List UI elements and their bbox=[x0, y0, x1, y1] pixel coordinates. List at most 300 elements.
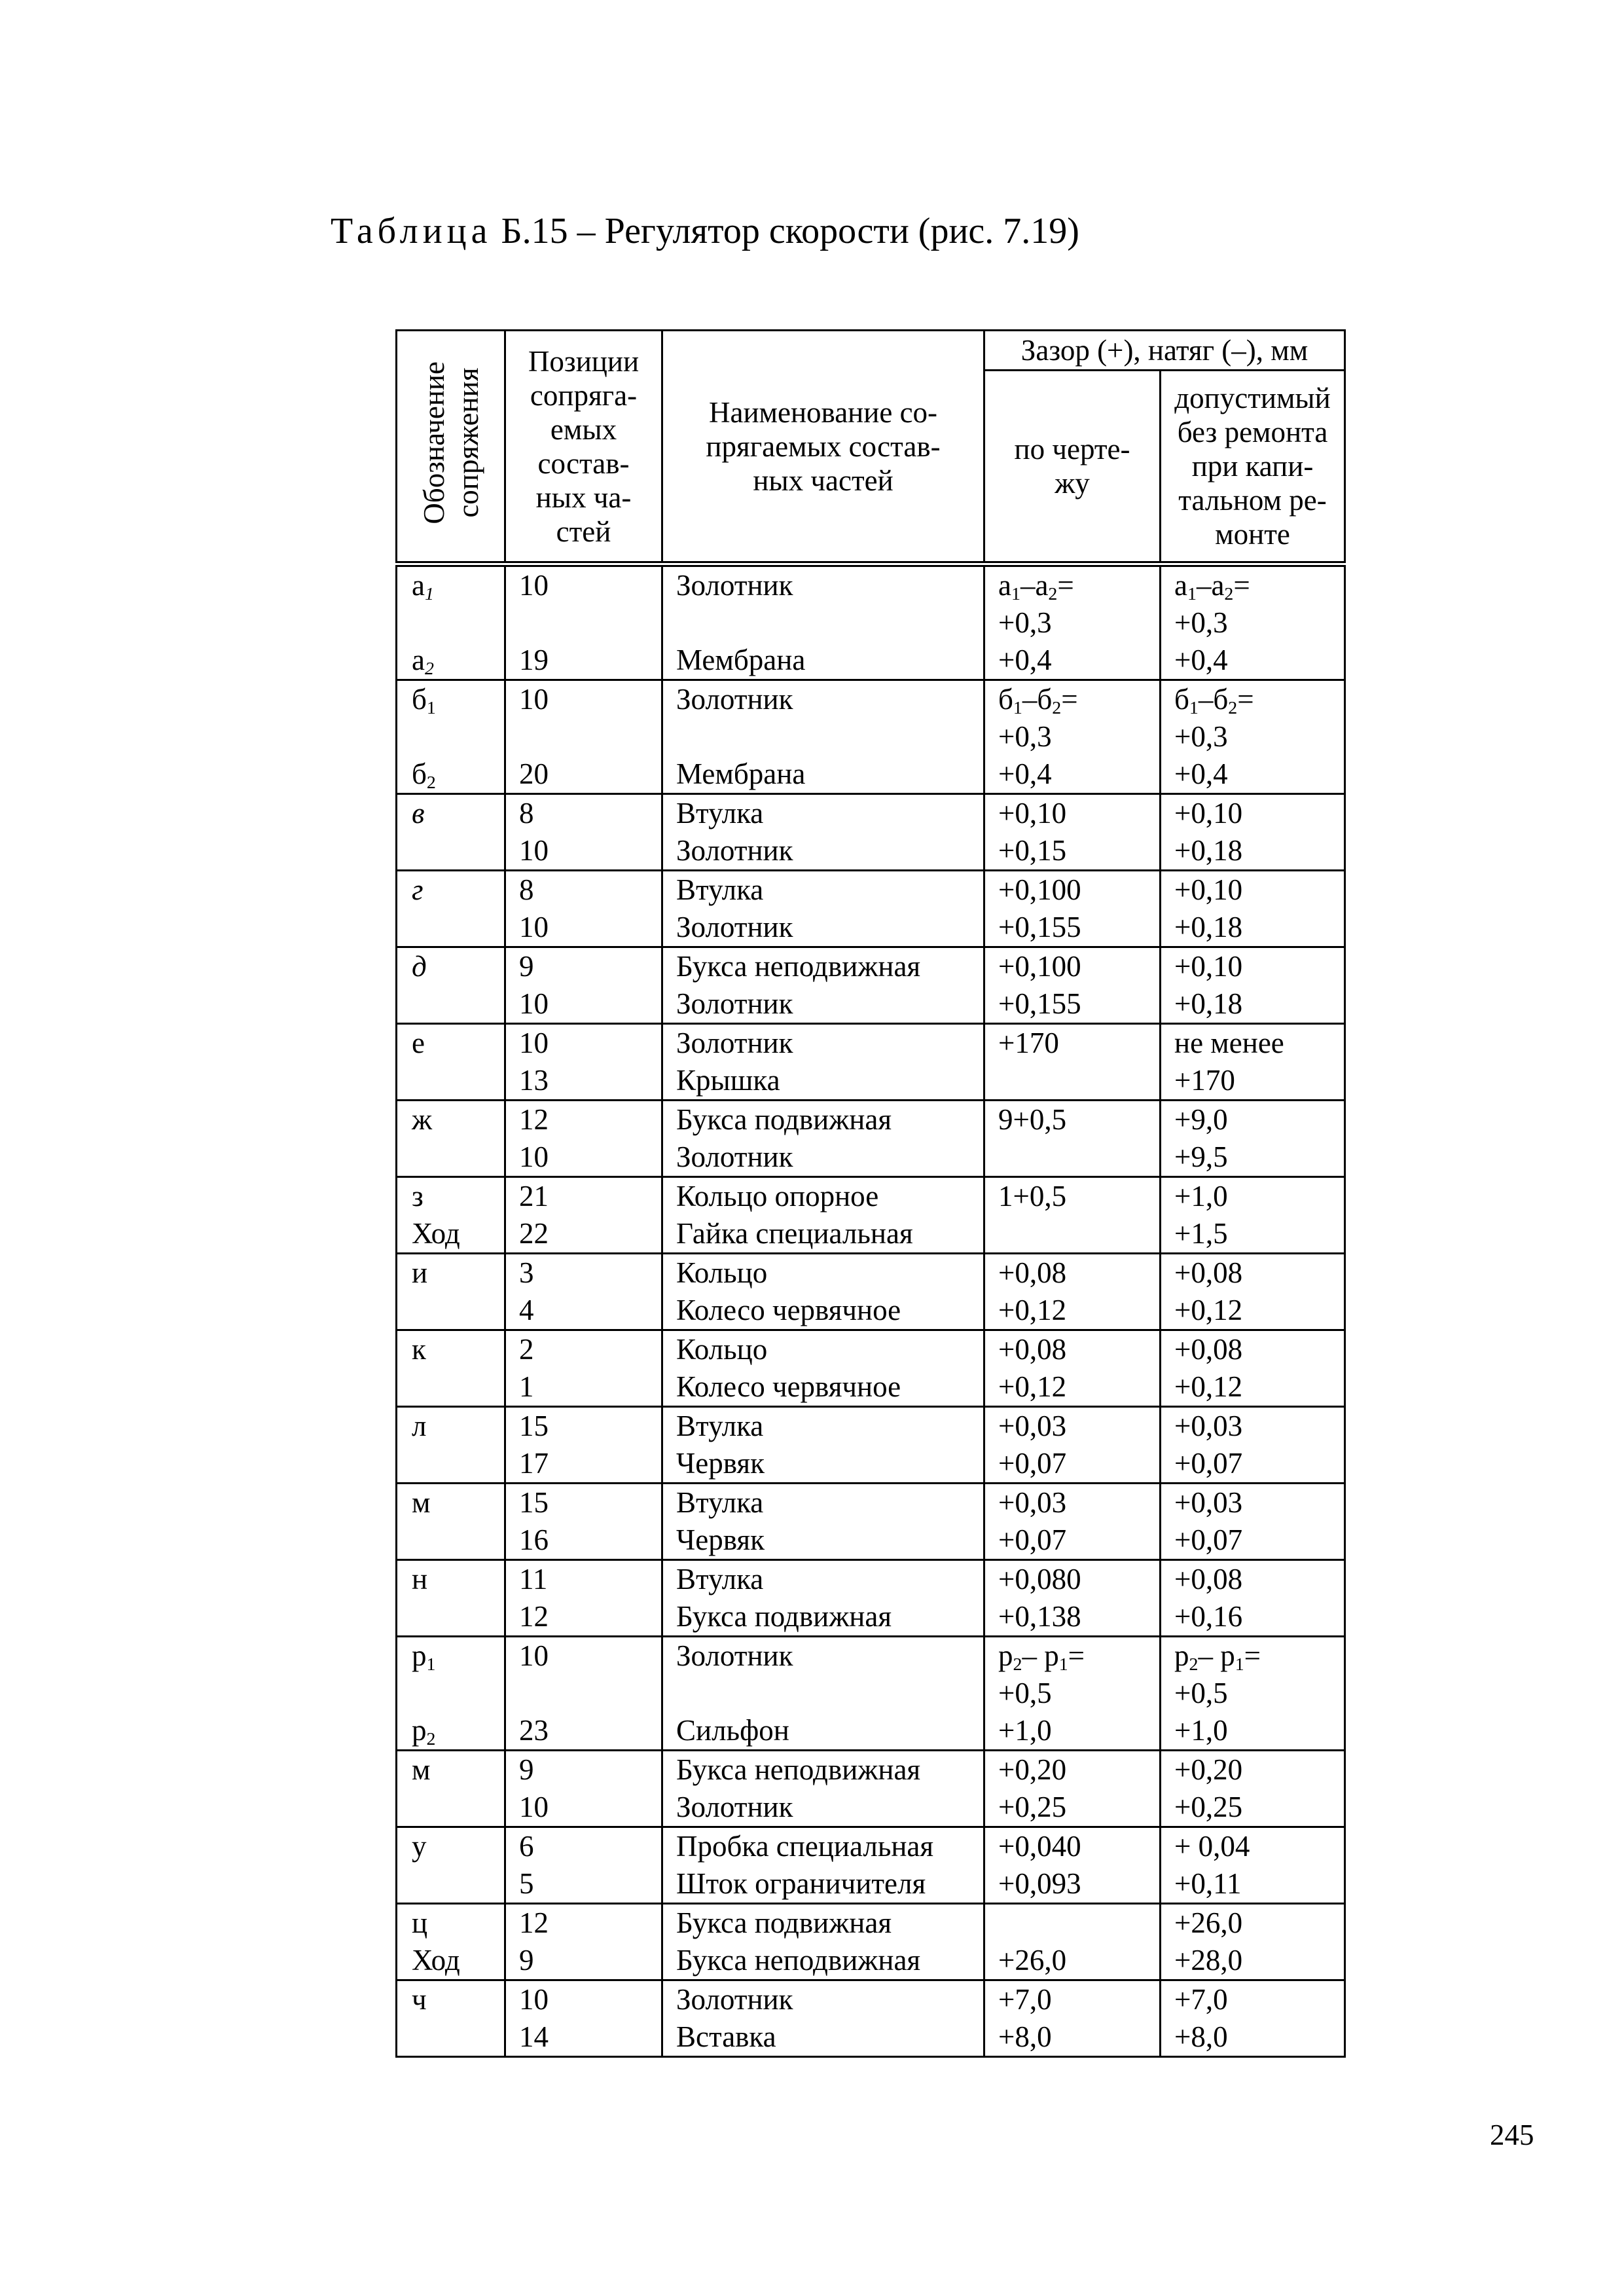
allowable-clearance-cell bbox=[1161, 794, 1345, 871]
part-name-cell bbox=[662, 1484, 984, 1560]
header-by-drawing-line: жу bbox=[1055, 467, 1090, 500]
cell-line: у bbox=[412, 1830, 427, 1863]
designation-cell bbox=[397, 1980, 505, 2057]
cell-line: 9+0,5 bbox=[998, 1103, 1067, 1136]
cell-line: +0,5 bbox=[1174, 1677, 1228, 1709]
header-positions bbox=[505, 331, 662, 564]
cell-line: Сильфон bbox=[676, 1714, 789, 1747]
part-name-cell bbox=[662, 947, 984, 1024]
cell-line: +0,4 bbox=[998, 644, 1052, 676]
cell-line: +0,138 bbox=[998, 1600, 1081, 1633]
cell-line: +0,08 bbox=[998, 1256, 1067, 1289]
drawing-clearance-cell bbox=[984, 1177, 1161, 1254]
position-cell bbox=[505, 1751, 662, 1827]
cell-line: +0,03 bbox=[1174, 1486, 1243, 1519]
drawing-clearance-cell bbox=[984, 680, 1161, 794]
cell-line bbox=[412, 604, 500, 642]
cell-line: Букса неподвижная bbox=[676, 950, 921, 983]
allowable-clearance-cell bbox=[1161, 947, 1345, 1024]
cell-line: +0,15 bbox=[998, 834, 1067, 867]
header-allowable-line: монте bbox=[1215, 518, 1290, 551]
cell-line: м bbox=[412, 1753, 431, 1786]
cell-line: 9 bbox=[519, 1944, 534, 1977]
part-name-cell bbox=[662, 871, 984, 947]
cell-line: +0,25 bbox=[998, 1791, 1067, 1823]
header-part-names-line: прягаемых состав- bbox=[706, 429, 941, 463]
table-row bbox=[397, 1024, 1345, 1101]
cell-line: $б_1-б_2=$ bbox=[1174, 683, 1254, 718]
table-row bbox=[397, 794, 1345, 871]
cell-line: +0,18 bbox=[1174, 987, 1243, 1020]
cell-line: $р_2-$ $р_1=$ bbox=[1174, 1639, 1261, 1675]
header-allowable-line: при капи- bbox=[1191, 450, 1314, 483]
position-cell bbox=[505, 871, 662, 947]
table-row bbox=[397, 947, 1345, 1024]
cell-line: $р_1$ bbox=[412, 1639, 436, 1675]
part-name-cell bbox=[662, 1904, 984, 1980]
drawing-clearance-cell bbox=[984, 1484, 1161, 1560]
cell-line: $а_1$ bbox=[412, 569, 434, 604]
cell-line: +0,040 bbox=[998, 1830, 1081, 1863]
cell-line: +0,08 bbox=[1174, 1256, 1243, 1289]
header-part-names bbox=[662, 331, 984, 564]
part-name-cell bbox=[662, 1024, 984, 1101]
cell-line: +0,18 bbox=[1174, 834, 1243, 867]
position-cell bbox=[505, 947, 662, 1024]
cell-line: +0,080 bbox=[998, 1563, 1081, 1595]
allowable-clearance-cell bbox=[1161, 1560, 1345, 1637]
table-row bbox=[397, 1101, 1345, 1177]
cell-line bbox=[519, 718, 657, 756]
cell-line: +0,10 bbox=[1174, 797, 1243, 829]
table-row bbox=[397, 871, 1345, 947]
drawing-clearance-cell bbox=[984, 1904, 1161, 1980]
cell-line: и bbox=[412, 1256, 428, 1289]
cell-line: +0,18 bbox=[1174, 911, 1243, 943]
cell-line: Червяк bbox=[676, 1447, 765, 1480]
part-name-cell bbox=[662, 1177, 984, 1254]
drawing-clearance-cell bbox=[984, 564, 1161, 680]
cell-line: +0,03 bbox=[998, 1486, 1067, 1519]
cell-line: 17 bbox=[519, 1447, 549, 1480]
cell-line bbox=[412, 1675, 500, 1712]
drawing-clearance-cell bbox=[984, 1024, 1161, 1101]
cell-line: +1,5 bbox=[1174, 1217, 1228, 1250]
cell-line: 23 bbox=[519, 1714, 549, 1747]
allowable-clearance-cell bbox=[1161, 1254, 1345, 1330]
designation-cell bbox=[397, 947, 505, 1024]
cell-line bbox=[412, 718, 500, 756]
position-cell bbox=[505, 1904, 662, 1980]
drawing-clearance-cell bbox=[984, 947, 1161, 1024]
cell-line: 9 bbox=[519, 1753, 534, 1786]
cell-line: н bbox=[412, 1563, 428, 1595]
header-allowable-line: тальном ре- bbox=[1178, 484, 1327, 517]
cell-line: д bbox=[412, 950, 427, 983]
table-row bbox=[397, 1637, 1345, 1751]
allowable-clearance-cell bbox=[1161, 1024, 1345, 1101]
part-name-cell bbox=[662, 1980, 984, 2057]
cell-line: +26,0 bbox=[1174, 1906, 1243, 1939]
cell-line: $б_1-б_2=$ bbox=[998, 683, 1078, 718]
table-row bbox=[397, 680, 1345, 794]
cell-line: +8,0 bbox=[1174, 2020, 1228, 2053]
allowable-clearance-cell bbox=[1161, 564, 1345, 680]
cell-line: 21 bbox=[519, 1180, 549, 1212]
cell-line: Кольцо опорное bbox=[676, 1180, 879, 1212]
cell-line: +0,03 bbox=[1174, 1410, 1243, 1442]
cell-line: +0,16 bbox=[1174, 1600, 1243, 1633]
drawing-clearance-cell bbox=[984, 1254, 1161, 1330]
header-designation bbox=[397, 331, 505, 564]
cell-line: Вставка bbox=[676, 2020, 776, 2053]
drawing-clearance-cell bbox=[984, 1751, 1161, 1827]
part-name-cell bbox=[662, 794, 984, 871]
table-body bbox=[397, 564, 1345, 2057]
cell-line: $р_2$ bbox=[412, 1714, 436, 1749]
cell-line: Золотник bbox=[676, 569, 793, 602]
part-name-cell bbox=[662, 564, 984, 680]
cell-line: е bbox=[412, 1027, 425, 1059]
part-name-cell bbox=[662, 680, 984, 794]
cell-line: Мембрана bbox=[676, 644, 806, 676]
position-cell bbox=[505, 680, 662, 794]
allowable-clearance-cell bbox=[1161, 1330, 1345, 1407]
cell-line: +0,07 bbox=[998, 1447, 1067, 1480]
cell-line: Кольцо bbox=[676, 1256, 768, 1289]
cell-line: +170 bbox=[998, 1027, 1059, 1059]
designation-cell bbox=[397, 1827, 505, 1904]
designation-cell bbox=[397, 564, 505, 680]
cell-line: +0,20 bbox=[998, 1753, 1067, 1786]
header-positions-line: стей bbox=[556, 515, 611, 548]
cell-line: 10 bbox=[519, 1983, 549, 2016]
designation-cell bbox=[397, 1177, 505, 1254]
part-name-cell bbox=[662, 1101, 984, 1177]
cell-line: Букса неподвижная bbox=[676, 1944, 921, 1977]
cell-line: +0,07 bbox=[998, 1523, 1067, 1556]
cell-line: $б_2$ bbox=[412, 757, 436, 793]
header-positions-line: сопряга- bbox=[530, 378, 638, 412]
cell-line bbox=[676, 718, 979, 756]
header-positions-line: Позиции bbox=[528, 344, 640, 378]
cell-line: +0,10 bbox=[998, 797, 1067, 829]
table-row bbox=[397, 1751, 1345, 1827]
cell-line: Колесо червячное bbox=[676, 1294, 901, 1326]
allowable-clearance-cell bbox=[1161, 1904, 1345, 1980]
cell-line: 9 bbox=[519, 950, 534, 983]
cell-line: +170 bbox=[1174, 1064, 1235, 1097]
allowable-clearance-cell bbox=[1161, 1980, 1345, 2057]
cell-line: г bbox=[412, 873, 424, 906]
cell-line: 10 bbox=[519, 911, 549, 943]
allowable-clearance-cell bbox=[1161, 1101, 1345, 1177]
cell-line: 2 bbox=[519, 1333, 534, 1366]
cell-line: 15 bbox=[519, 1486, 549, 1519]
position-cell bbox=[505, 1407, 662, 1484]
cell-line: +9,0 bbox=[1174, 1103, 1228, 1136]
header-clearance-group: Зазор (+), натяг (–), мм bbox=[984, 331, 1345, 371]
allowable-clearance-cell bbox=[1161, 1177, 1345, 1254]
cell-line: Втулка bbox=[676, 797, 764, 829]
table-row bbox=[397, 1904, 1345, 1980]
cell-line: Букса подвижная bbox=[676, 1103, 892, 1136]
cell-line: +0,093 bbox=[998, 1867, 1081, 1900]
cell-line: 11 bbox=[519, 1563, 548, 1595]
cell-line: ч bbox=[412, 1983, 427, 2016]
cell-line: 10 bbox=[519, 987, 549, 1020]
clearance-table bbox=[395, 329, 1346, 2058]
drawing-clearance-cell bbox=[984, 1101, 1161, 1177]
cell-line: +26,0 bbox=[998, 1944, 1067, 1977]
cell-line: м bbox=[412, 1486, 431, 1519]
allowable-clearance-cell bbox=[1161, 680, 1345, 794]
cell-line: +0,10 bbox=[1174, 950, 1243, 983]
cell-line: Втулка bbox=[676, 1410, 764, 1442]
cell-line: +0,07 bbox=[1174, 1447, 1243, 1480]
cell-line: 15 bbox=[519, 1410, 549, 1442]
designation-cell bbox=[397, 1101, 505, 1177]
allowable-clearance-cell bbox=[1161, 1751, 1345, 1827]
cell-line: 10 bbox=[519, 569, 549, 602]
cell-line: +0,100 bbox=[998, 873, 1081, 906]
cell-line: +0,08 bbox=[1174, 1333, 1243, 1366]
cell-line: 1+0,5 bbox=[998, 1180, 1067, 1212]
cell-line: $а_2$ bbox=[412, 644, 434, 679]
cell-line: +0,03 bbox=[998, 1410, 1067, 1442]
part-name-cell bbox=[662, 1254, 984, 1330]
part-name-cell bbox=[662, 1637, 984, 1751]
table-row bbox=[397, 1177, 1345, 1254]
header-positions-line: ных ча- bbox=[535, 481, 632, 514]
cell-line: +0,12 bbox=[998, 1294, 1067, 1326]
cell-line: Золотник bbox=[676, 1140, 793, 1173]
cell-line: Мембрана bbox=[676, 757, 806, 790]
caption-label: Таблица bbox=[331, 211, 492, 251]
table-caption bbox=[331, 208, 1079, 254]
cell-line: +7,0 bbox=[1174, 1983, 1228, 2016]
cell-line: Кольцо bbox=[676, 1333, 768, 1366]
cell-line: +0,11 bbox=[1174, 1867, 1242, 1900]
cell-line: Шток ограничителя bbox=[676, 1867, 926, 1900]
position-cell bbox=[505, 1484, 662, 1560]
cell-line: 4 bbox=[519, 1294, 534, 1326]
table-row bbox=[397, 564, 1345, 680]
cell-line bbox=[519, 1675, 657, 1712]
cell-line: Золотник bbox=[676, 683, 793, 716]
cell-line: Золотник bbox=[676, 1983, 793, 2016]
cell-line: Золотник bbox=[676, 1791, 793, 1823]
cell-line: в bbox=[412, 797, 425, 829]
cell-line: 12 bbox=[519, 1103, 549, 1136]
part-name-cell bbox=[662, 1827, 984, 1904]
designation-cell bbox=[397, 871, 505, 947]
cell-line: Втулка bbox=[676, 873, 764, 906]
cell-line: 14 bbox=[519, 2020, 549, 2053]
cell-line: Втулка bbox=[676, 1563, 764, 1595]
table-row bbox=[397, 1560, 1345, 1637]
cell-line: 19 bbox=[519, 644, 549, 676]
cell-line: 10 bbox=[519, 1140, 549, 1173]
cell-line: Ход bbox=[412, 1944, 460, 1977]
table-row bbox=[397, 1330, 1345, 1407]
cell-line: з bbox=[412, 1180, 424, 1212]
cell-line: +0,3 bbox=[1174, 720, 1228, 753]
position-cell bbox=[505, 794, 662, 871]
position-cell bbox=[505, 1637, 662, 1751]
cell-line: Золотник bbox=[676, 987, 793, 1020]
cell-line: 3 bbox=[519, 1256, 534, 1289]
cell-line: Букса подвижная bbox=[676, 1600, 892, 1633]
header-allowable-line: без ремонта bbox=[1177, 416, 1328, 448]
cell-line: + 0,04 bbox=[1174, 1830, 1250, 1863]
cell-line: Пробка специальная bbox=[676, 1830, 934, 1863]
header-positions-line: емых bbox=[550, 412, 617, 446]
part-name-cell bbox=[662, 1751, 984, 1827]
cell-line: $а_1-а_2=$ bbox=[998, 569, 1074, 604]
cell-line: $р_2-$ $р_1=$ bbox=[998, 1639, 1085, 1675]
table-header bbox=[397, 331, 1345, 564]
cell-line: Гайка специальная bbox=[676, 1217, 913, 1250]
cell-line bbox=[676, 1675, 979, 1712]
cell-line: 10 bbox=[519, 1791, 549, 1823]
cell-line: +28,0 bbox=[1174, 1944, 1243, 1977]
position-cell bbox=[505, 1560, 662, 1637]
cell-line: $а_1-а_2=$ bbox=[1174, 569, 1250, 604]
cell-line bbox=[998, 1904, 1155, 1942]
position-cell bbox=[505, 1254, 662, 1330]
header-positions-line: состав- bbox=[537, 446, 630, 480]
header-part-names-line: Наименование со- bbox=[708, 395, 938, 429]
header-part-names-line: ных частей bbox=[753, 464, 893, 497]
cell-line: Букса неподвижная bbox=[676, 1753, 921, 1786]
cell-line: 10 bbox=[519, 834, 549, 867]
cell-line: +1,0 bbox=[998, 1714, 1052, 1747]
cell-line: ж bbox=[412, 1103, 433, 1136]
designation-cell bbox=[397, 1484, 505, 1560]
cell-line: +0,25 bbox=[1174, 1791, 1243, 1823]
page-number: 245 bbox=[1490, 2119, 1534, 2151]
cell-line: +0,155 bbox=[998, 987, 1081, 1020]
cell-line: +0,5 bbox=[998, 1677, 1052, 1709]
part-name-cell bbox=[662, 1560, 984, 1637]
position-cell bbox=[505, 564, 662, 680]
cell-line: 12 bbox=[519, 1906, 549, 1939]
cell-line: 8 bbox=[519, 797, 534, 829]
cell-line: 12 bbox=[519, 1600, 549, 1633]
drawing-clearance-cell bbox=[984, 1637, 1161, 1751]
position-cell bbox=[505, 1980, 662, 2057]
designation-cell bbox=[397, 1407, 505, 1484]
header-allowable bbox=[1161, 371, 1345, 564]
cell-line: +0,12 bbox=[998, 1370, 1067, 1403]
cell-line: 6 bbox=[519, 1830, 534, 1863]
cell-line bbox=[519, 604, 657, 642]
header-allowable-line: допустимый bbox=[1174, 382, 1331, 414]
cell-line: 10 bbox=[519, 683, 549, 716]
cell-line: +0,10 bbox=[1174, 873, 1243, 906]
header-designation-text bbox=[417, 361, 485, 524]
drawing-clearance-cell bbox=[984, 1827, 1161, 1904]
drawing-clearance-cell bbox=[984, 871, 1161, 947]
designation-cell bbox=[397, 1751, 505, 1827]
cell-line: +0,3 bbox=[998, 606, 1052, 639]
caption-text: Б.15 – Регулятор скорости (рис. 7.19) bbox=[492, 211, 1079, 251]
designation-cell bbox=[397, 1560, 505, 1637]
position-cell bbox=[505, 1330, 662, 1407]
cell-line: +0,07 bbox=[1174, 1523, 1243, 1556]
cell-line: +1,0 bbox=[1174, 1714, 1228, 1747]
part-name-cell bbox=[662, 1330, 984, 1407]
cell-line: л bbox=[412, 1410, 427, 1442]
cell-line: +0,20 bbox=[1174, 1753, 1243, 1786]
allowable-clearance-cell bbox=[1161, 1407, 1345, 1484]
table-row bbox=[397, 1827, 1345, 1904]
cell-line: Ход bbox=[412, 1217, 460, 1250]
drawing-clearance-cell bbox=[984, 1560, 1161, 1637]
cell-line: Червяк bbox=[676, 1523, 765, 1556]
cell-line: Втулка bbox=[676, 1486, 764, 1519]
allowable-clearance-cell bbox=[1161, 871, 1345, 947]
designation-cell bbox=[397, 1330, 505, 1407]
cell-line: 5 bbox=[519, 1867, 534, 1900]
cell-line: 16 bbox=[519, 1523, 549, 1556]
cell-line: Золотник bbox=[676, 911, 793, 943]
header-by-drawing bbox=[984, 371, 1161, 564]
cell-line: +0,3 bbox=[1174, 606, 1228, 639]
header-designation-line: Обозначение bbox=[417, 361, 450, 524]
cell-line: +0,100 bbox=[998, 950, 1081, 983]
position-cell bbox=[505, 1827, 662, 1904]
cell-line: +9,5 bbox=[1174, 1140, 1228, 1173]
table-row bbox=[397, 1254, 1345, 1330]
cell-line: 22 bbox=[519, 1217, 549, 1250]
cell-line: +7,0 bbox=[998, 1983, 1052, 2016]
cell-line: Крышка bbox=[676, 1064, 780, 1097]
allowable-clearance-cell bbox=[1161, 1827, 1345, 1904]
drawing-clearance-cell bbox=[984, 1407, 1161, 1484]
drawing-clearance-cell bbox=[984, 1330, 1161, 1407]
drawing-clearance-cell bbox=[984, 1980, 1161, 2057]
table-row bbox=[397, 1484, 1345, 1560]
cell-line: Букса подвижная bbox=[676, 1906, 892, 1939]
table-row bbox=[397, 1407, 1345, 1484]
cell-line: Золотник bbox=[676, 1639, 793, 1672]
table-row bbox=[397, 1980, 1345, 2057]
cell-line: +0,4 bbox=[1174, 644, 1228, 676]
cell-line: +1,0 bbox=[1174, 1180, 1228, 1212]
cell-line: 10 bbox=[519, 1639, 549, 1672]
cell-line: +0,4 bbox=[1174, 757, 1228, 790]
cell-line: ц bbox=[412, 1906, 428, 1939]
cell-line: не менее bbox=[1174, 1027, 1284, 1059]
designation-cell bbox=[397, 1637, 505, 1751]
cell-line: 1 bbox=[519, 1370, 534, 1403]
part-name-cell bbox=[662, 1407, 984, 1484]
cell-line: +0,12 bbox=[1174, 1370, 1243, 1403]
cell-line: +0,155 bbox=[998, 911, 1081, 943]
designation-cell bbox=[397, 1904, 505, 1980]
cell-line: +0,3 bbox=[998, 720, 1052, 753]
allowable-clearance-cell bbox=[1161, 1484, 1345, 1560]
header-by-drawing-line: по черте- bbox=[1014, 433, 1130, 465]
header-designation-line: сопряжения bbox=[451, 367, 484, 518]
cell-line: 13 bbox=[519, 1064, 549, 1097]
cell-line: 10 bbox=[519, 1027, 549, 1059]
designation-cell bbox=[397, 794, 505, 871]
drawing-clearance-cell bbox=[984, 794, 1161, 871]
cell-line: +0,12 bbox=[1174, 1294, 1243, 1326]
